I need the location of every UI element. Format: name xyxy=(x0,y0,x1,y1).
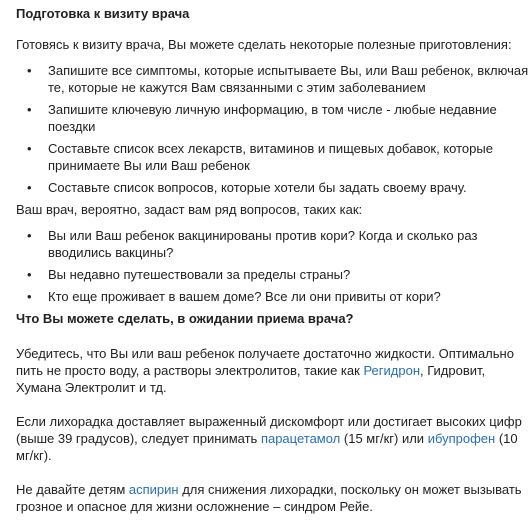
bullet: • xyxy=(27,141,32,156)
list-item xyxy=(16,266,530,283)
fluids-paragraph xyxy=(16,345,530,396)
preparation-intro: Готовясь к визиту врача, Вы можете сделать некоторые полезные приготовления: xyxy=(16,37,512,52)
list-item-text: Запишите все симптомы, которые испытываете Вы, или Ваш ребенок, включая те, которые не кажутся Вам связанными с этим заболеванием xyxy=(48,63,529,95)
ibuprofen-link[interactable]: ибупрофен xyxy=(427,431,496,446)
bullet: • xyxy=(27,267,32,282)
aspirin-link[interactable]: аспирин xyxy=(128,482,179,497)
paragraph-text: (10 мг/кг). xyxy=(16,431,518,463)
list-item-text: Кто еще проживает в вашем доме? Все ли они привиты от кори? xyxy=(48,289,441,304)
list-item-text: Вы недавно путешествовали за пределы страны? xyxy=(48,267,351,282)
list-item xyxy=(16,179,530,196)
doctor-questions-intro: Ваш врач, вероятно, задаст вам ряд вопросов, таких как: xyxy=(16,202,363,217)
bullet: • xyxy=(27,228,32,243)
bullet: • xyxy=(27,289,32,304)
bullet: • xyxy=(27,102,32,117)
bullet: • xyxy=(27,180,32,195)
paragraph-text: , Гидровит, Хумана Электролит и тд. xyxy=(16,363,486,395)
list-item xyxy=(16,62,530,96)
paragraph-text: (15 мг/кг) или xyxy=(340,431,428,446)
list-item-text: Вы или Ваш ребенок вакцинированы против кори? Когда и сколько раз вводились вакцины? xyxy=(48,228,478,260)
paragraph-text: для снижения лихорадки, поскольку он может вызывать грозное и опасное для жизни осложнение – синдром Рейе. xyxy=(16,482,522,514)
doctor-questions-list xyxy=(16,227,530,305)
regidron-link[interactable]: Регидрон xyxy=(363,363,420,378)
paragraph-text: Не давайте детям xyxy=(16,482,129,497)
preparation-list xyxy=(16,62,530,196)
paracetamol-link[interactable]: парацетамол xyxy=(260,431,341,446)
section-title-preparation: Подготовка к визиту врача xyxy=(16,6,190,21)
paragraph-text: Если лихорадка доставляет выраженный дискомфорт или достигает высоких цифр (выше 39 градусов), следует принимать xyxy=(16,414,522,446)
list-item-text: Составьте список вопросов, которые хотели бы задать своему врачу. xyxy=(48,180,467,195)
list-item xyxy=(16,288,530,305)
list-item-text: Запишите ключевую личную информацию, в том числе - любые недавние поездки xyxy=(48,102,497,134)
list-item xyxy=(16,101,530,135)
list-item-text: Составьте список всех лекарств, витаминов и пищевых добавок, которые принимаете Вы или Ваш ребенок xyxy=(48,141,493,173)
paragraph-text: Убедитесь, что Вы или ваш ребенок получаете достаточно жидкости. Оптимально пить не просто воду, а растворы электролитов, такие как xyxy=(16,346,514,378)
list-item xyxy=(16,140,530,174)
list-item xyxy=(16,227,530,261)
bullet: • xyxy=(27,63,32,78)
fever-paragraph xyxy=(16,413,530,464)
section-title-waiting: Что Вы можете сделать, в ожидании приема врача? xyxy=(16,311,354,326)
aspirin-paragraph xyxy=(16,481,530,515)
